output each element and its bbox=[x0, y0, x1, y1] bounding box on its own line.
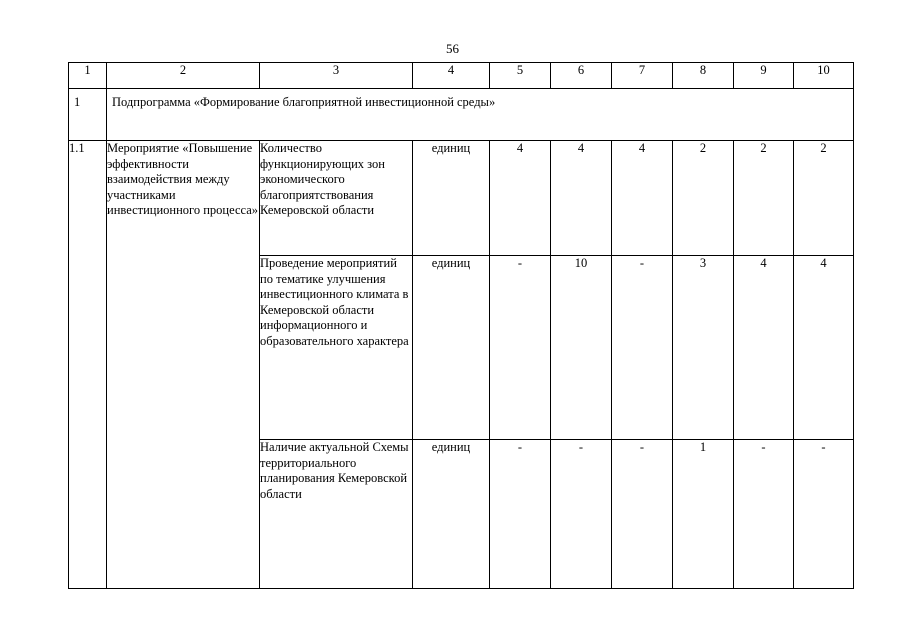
indicator-value: 4 bbox=[490, 141, 551, 256]
column-header: 6 bbox=[551, 63, 612, 89]
indicators-table bbox=[68, 62, 854, 589]
subprogram-number: 1 bbox=[69, 89, 107, 141]
indicator-unit: единиц bbox=[413, 141, 490, 256]
indicator-value: 1 bbox=[673, 440, 734, 589]
indicator-name: Проведение мероприятий по тематике улучшения инвестиционного климата в Кемеровской области информационного и образовательного характера bbox=[260, 256, 413, 440]
indicator-value: 4 bbox=[794, 256, 854, 440]
column-header: 9 bbox=[734, 63, 794, 89]
indicator-value: 2 bbox=[673, 141, 734, 256]
indicator-value: - bbox=[490, 440, 551, 589]
indicator-value: - bbox=[612, 440, 673, 589]
indicator-value: - bbox=[490, 256, 551, 440]
column-header: 8 bbox=[673, 63, 734, 89]
indicator-value: 2 bbox=[734, 141, 794, 256]
subprogram-row bbox=[69, 89, 854, 141]
column-header: 7 bbox=[612, 63, 673, 89]
indicator-value: 3 bbox=[673, 256, 734, 440]
indicator-name: Наличие актуальной Схемы территориального планирования Кемеровской области bbox=[260, 440, 413, 589]
page-number: 56 bbox=[446, 41, 459, 56]
indicator-name: Количество функционирующих зон экономического благоприятствования Кемеровской области bbox=[260, 141, 413, 256]
column-header: 1 bbox=[69, 63, 107, 89]
indicator-value: - bbox=[551, 440, 612, 589]
indicator-value: 2 bbox=[794, 141, 854, 256]
indicator-value: 4 bbox=[612, 141, 673, 256]
subprogram-title: Подпрограмма «Формирование благоприятной инвестиционной среды» bbox=[107, 89, 854, 141]
column-header: 3 bbox=[260, 63, 413, 89]
indicator-value: - bbox=[612, 256, 673, 440]
indicator-value: 4 bbox=[734, 256, 794, 440]
column-header: 10 bbox=[794, 63, 854, 89]
indicator-value: - bbox=[794, 440, 854, 589]
column-header: 4 bbox=[413, 63, 490, 89]
indicator-unit: единиц bbox=[413, 256, 490, 440]
indicator-value: 4 bbox=[551, 141, 612, 256]
column-header: 5 bbox=[490, 63, 551, 89]
indicator-unit: единиц bbox=[413, 440, 490, 589]
table-row bbox=[69, 141, 854, 256]
table-header-row bbox=[69, 63, 854, 89]
measure-name: Мероприятие «Повышение эффективности взаимодействия между участниками инвестиционного процесса» bbox=[107, 141, 260, 589]
column-header: 2 bbox=[107, 63, 260, 89]
measure-number: 1.1 bbox=[69, 141, 107, 589]
indicator-value: - bbox=[734, 440, 794, 589]
indicator-value: 10 bbox=[551, 256, 612, 440]
